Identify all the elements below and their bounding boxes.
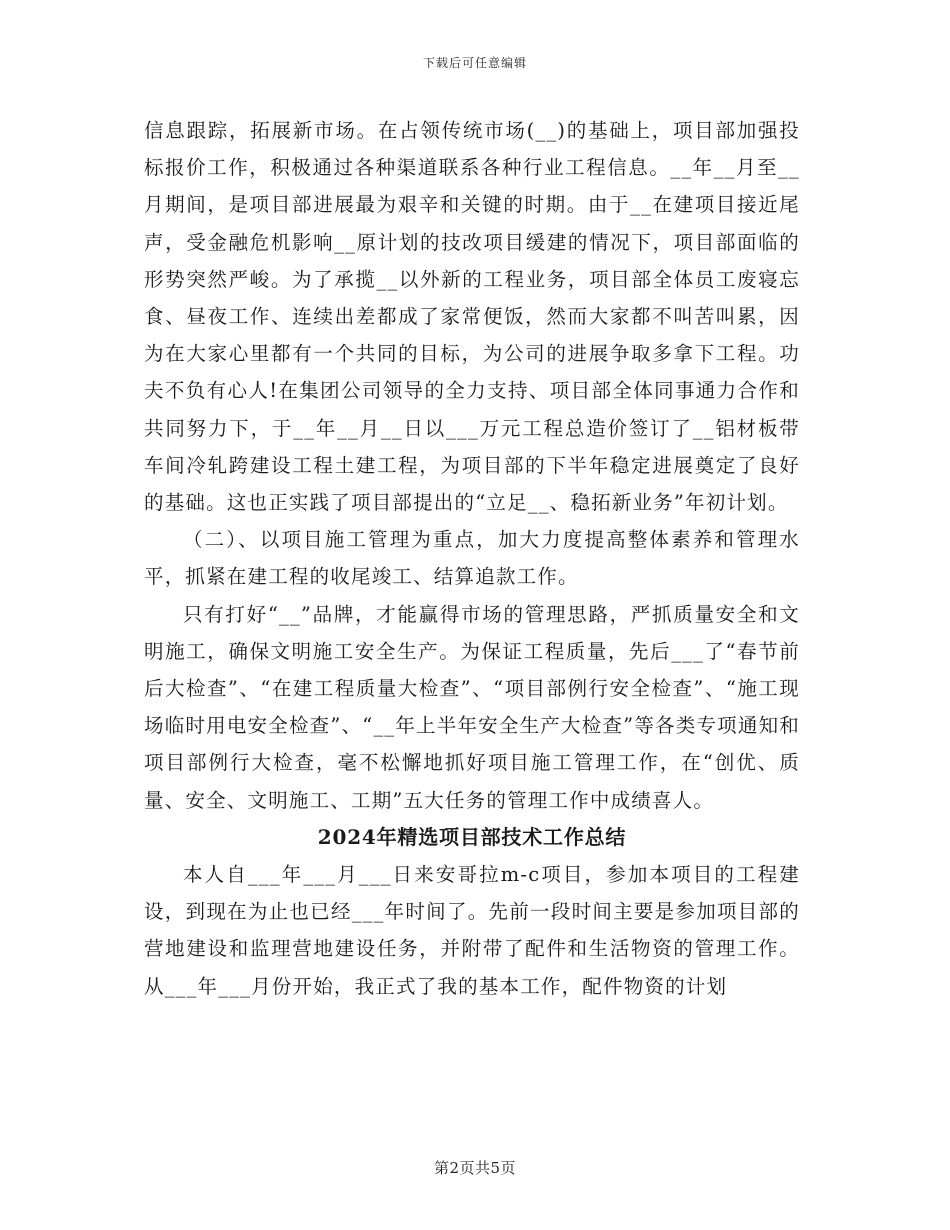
paragraph-summary-intro: 本人自___年___月___日来安哥拉m-c项目，参加本项目的工程建设，到现在为止也已经___年时间了。先前一段时间主要是参加项目部的营地建设和监理营地建设任务，并附带了配件和生活物资的管理工作。从___年___月份开始，我正式了我的基本工作，配件物资的计划: [144, 863, 800, 998]
paragraph-continuation: 信息跟踪，拓展新市场。在占领传统市场(__)的基础上，项目部加强投标报价工作，积极通过各种渠道联系各种行业工程信息。__年__月至__月期间，是项目部进展最为艰辛和关键的时期。由于__在建项目接近尾声，受金融危机影响__原计划的技改项目缓建的情况下，项目部面临的形势突然严峻。为了承揽__以外新的工程业务，项目部全体员工废寝忘食、昼夜工作、连续出差都成了家常便饭，然而大家都不叫苦叫累，因为在大家心里都有一个共同的目标，为公司的进展争取多拿下工程。功夫不负有心人!在集团公司领导的全力支持、项目部全体同事通力合作和共同努力下，于__年__月__日以___万元工程总造价签订了__铝材板带车间冷轧跨建设工程土建工程，为项目部的下半年稳定进展奠定了良好的基础。这也正实践了项目部提出的“立足__、稳拓新业务”年初计划。: [144, 119, 800, 515]
paragraph-heading-two: （二）、以项目施工管理为重点，加大力度提高整体素养和管理水平，抓紧在建工程的收尾竣工、结算追款工作。: [144, 528, 800, 589]
page-indicator: 第2页共5页: [433, 1159, 517, 1177]
header-note: 下载后可任意编辑: [422, 56, 527, 70]
paragraph-quality-safety: 只有打好“__”品牌，才能赢得市场的管理思路，严抓质量安全和文明施工，确保文明施工安全生产。为保证工程质量，先后___了“春节前后大检查”、“在建工程质量大检查”、“项目部例行安全检查”、“施工现场临时用电安全检查”、“__年上半年安全生产大检查”等各类专项通知和项目部例行大检查，毫不松懈地抓好项目施工管理工作，在“创优、质量、安全、文明施工、工期”五大任务的管理工作中成绩喜人。: [144, 602, 800, 812]
document-body: [144, 112, 800, 1005]
section-title: 2024年精选项目部技术工作总结: [317, 824, 627, 849]
